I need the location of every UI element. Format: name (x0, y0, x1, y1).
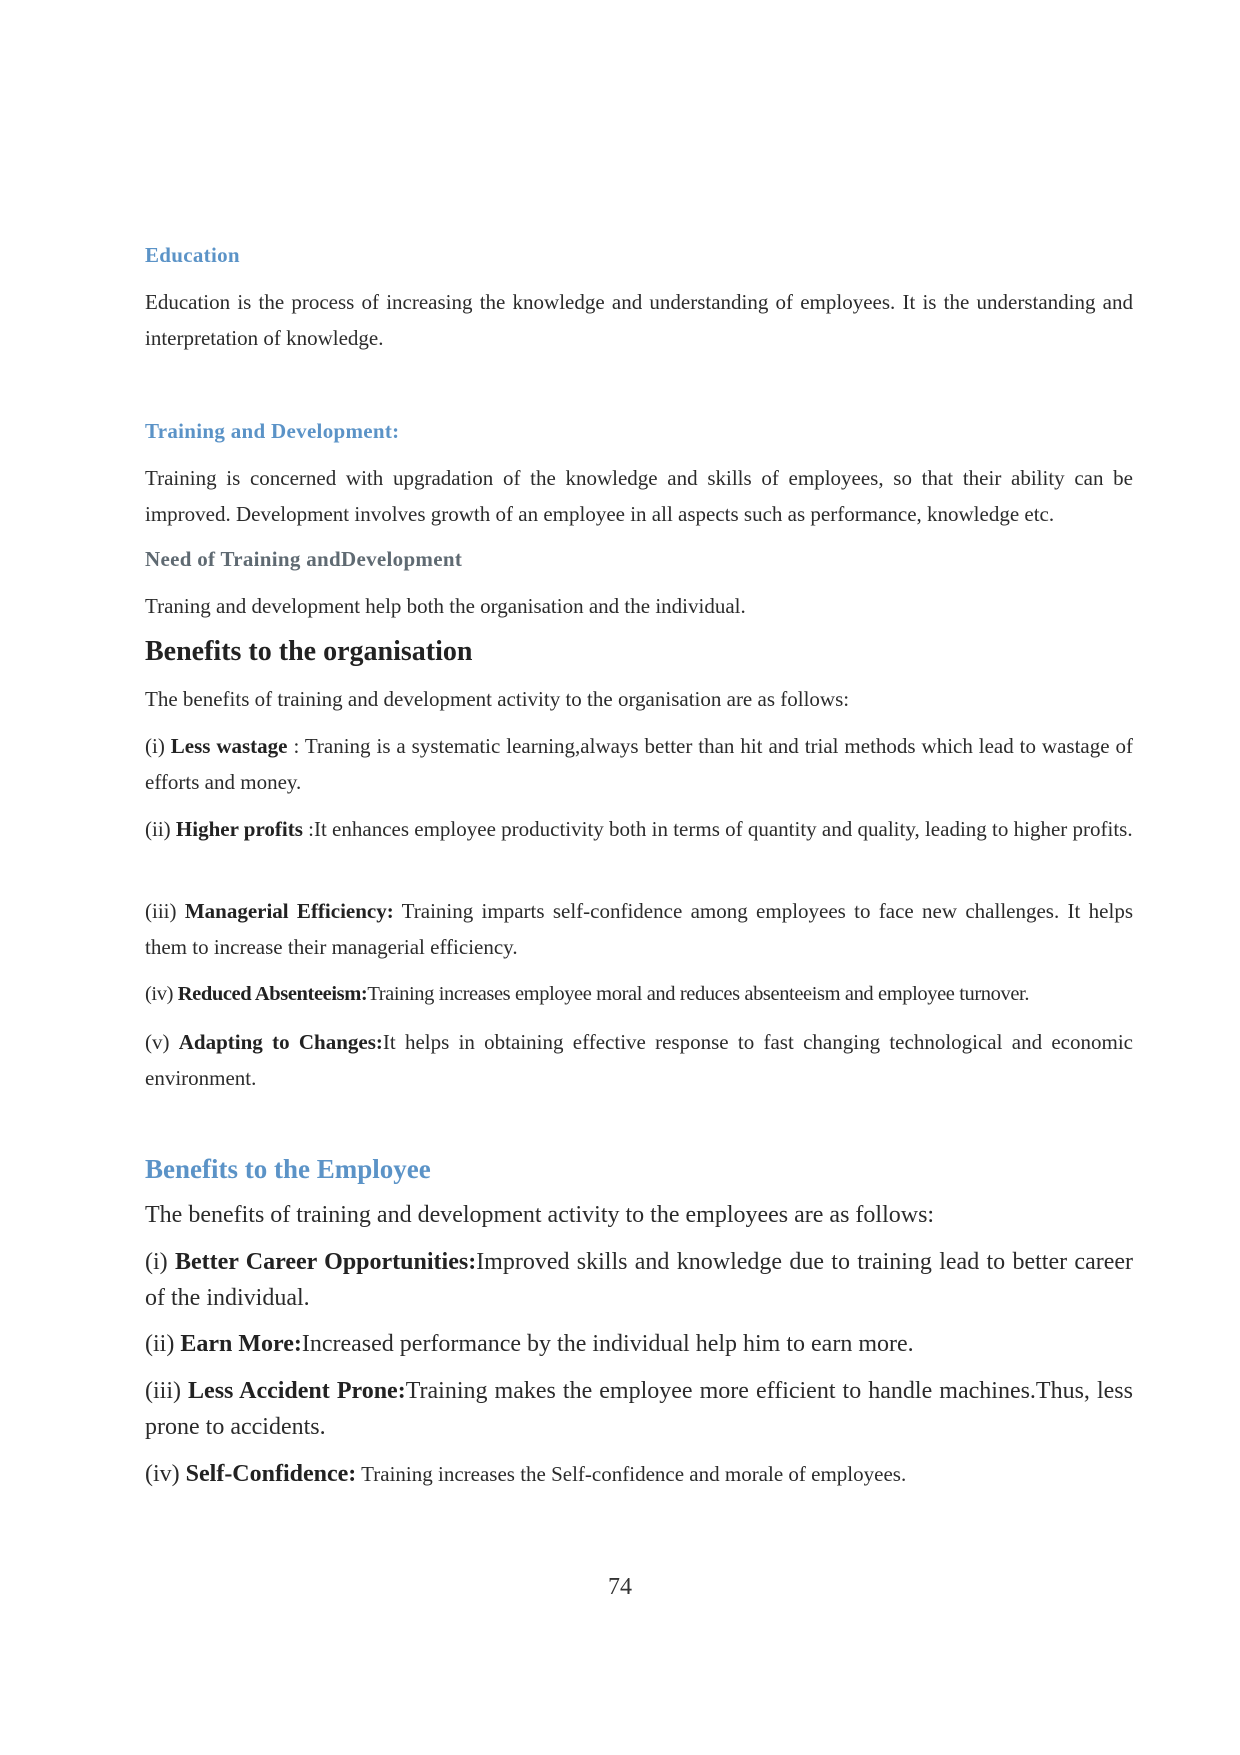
item-text: Increased performance by the individual help him to earn more. (301, 1331, 914, 1357)
employee-benefit-item (145, 1326, 1133, 1362)
org-benefit-item (145, 1024, 1133, 1096)
item-text: Training increases the Self-confidence and morale of employees. (356, 1462, 907, 1486)
item-term: Reduced Absenteeism: (177, 983, 368, 1005)
item-number: (i) (145, 1249, 175, 1275)
item-term: Earn More: (180, 1331, 302, 1357)
item-term: Managerial Efficiency: (184, 899, 394, 923)
training-paragraph: Training is concerned with upgradation of the knowledge and skills of employees, so that their ability can be improved. Development involves growth of an employee in all aspects such as performance, knowledge etc. (145, 466, 1133, 526)
org-benefit-item (145, 728, 1133, 800)
item-term: Adapting to Changes: (178, 1030, 383, 1054)
item-text: Training increases employee moral and reduces absenteeism and employee turnover. (367, 983, 1030, 1005)
item-text: :It enhances employee productivity both in terms of quantity and quality, leading to higher profits. (302, 817, 1133, 841)
item-term: Better Career Opportunities: (174, 1249, 477, 1275)
item-number: (i) (145, 734, 171, 758)
item-term: Self-Confidence: (185, 1461, 357, 1487)
item-number: (iv) (145, 983, 178, 1005)
education-paragraph: Education is the process of increasing the knowledge and understanding of employees. It is the understanding and interpretation of knowledge. (145, 290, 1133, 350)
org-benefits-intro: The benefits of training and development activity to the organisation are as follows: (145, 687, 850, 711)
item-number: (iii) (145, 1378, 189, 1404)
item-number: (v) (145, 1030, 179, 1054)
page-number: 74 (608, 1574, 632, 1600)
item-term: Higher profits (175, 817, 303, 841)
employee-benefits-heading: Benefits to the Employee (145, 1154, 431, 1184)
employee-benefit-item (145, 1244, 1133, 1316)
employee-benefit-item (145, 1373, 1133, 1445)
item-text: Training imparts self-confidence among employees to face new challenges. It helps them to increase their managerial efficiency. (145, 899, 1134, 959)
org-benefit-item (145, 893, 1133, 965)
item-text: Training makes the employee more efficient to handle machines.Thus, less prone to accidents. (145, 1378, 1133, 1440)
item-number: (iv) (145, 1461, 186, 1487)
item-term: Less Accident Prone: (188, 1378, 406, 1404)
org-benefit-item (145, 976, 1133, 1012)
item-text: : Traning is a systematic learning,always better than hit and trial methods which lead to wastage of efforts and money. (145, 734, 1133, 794)
training-heading: Training and Development: (145, 419, 400, 443)
item-text: Improved skills and knowledge due to training lead to better career of the individual. (145, 1249, 1134, 1311)
employee-benefits-intro: The benefits of training and development activity to the employees are as follows: (145, 1202, 935, 1228)
org-benefits-heading: Benefits to the organisation (145, 636, 473, 667)
need-heading: Need of Training andDevelopment (145, 547, 463, 571)
education-heading: Education (145, 243, 240, 267)
item-number: (iii) (145, 899, 185, 923)
item-number: (ii) (145, 1331, 181, 1357)
employee-benefit-item (145, 1456, 1133, 1492)
item-number: (ii) (145, 817, 176, 841)
org-benefit-item (145, 811, 1133, 847)
item-term: Less wastage (170, 734, 288, 758)
need-paragraph: Traning and development help both the organisation and the individual. (145, 594, 746, 618)
item-text: It helps in obtaining effective response to fast changing technological and economic environment. (145, 1030, 1133, 1090)
